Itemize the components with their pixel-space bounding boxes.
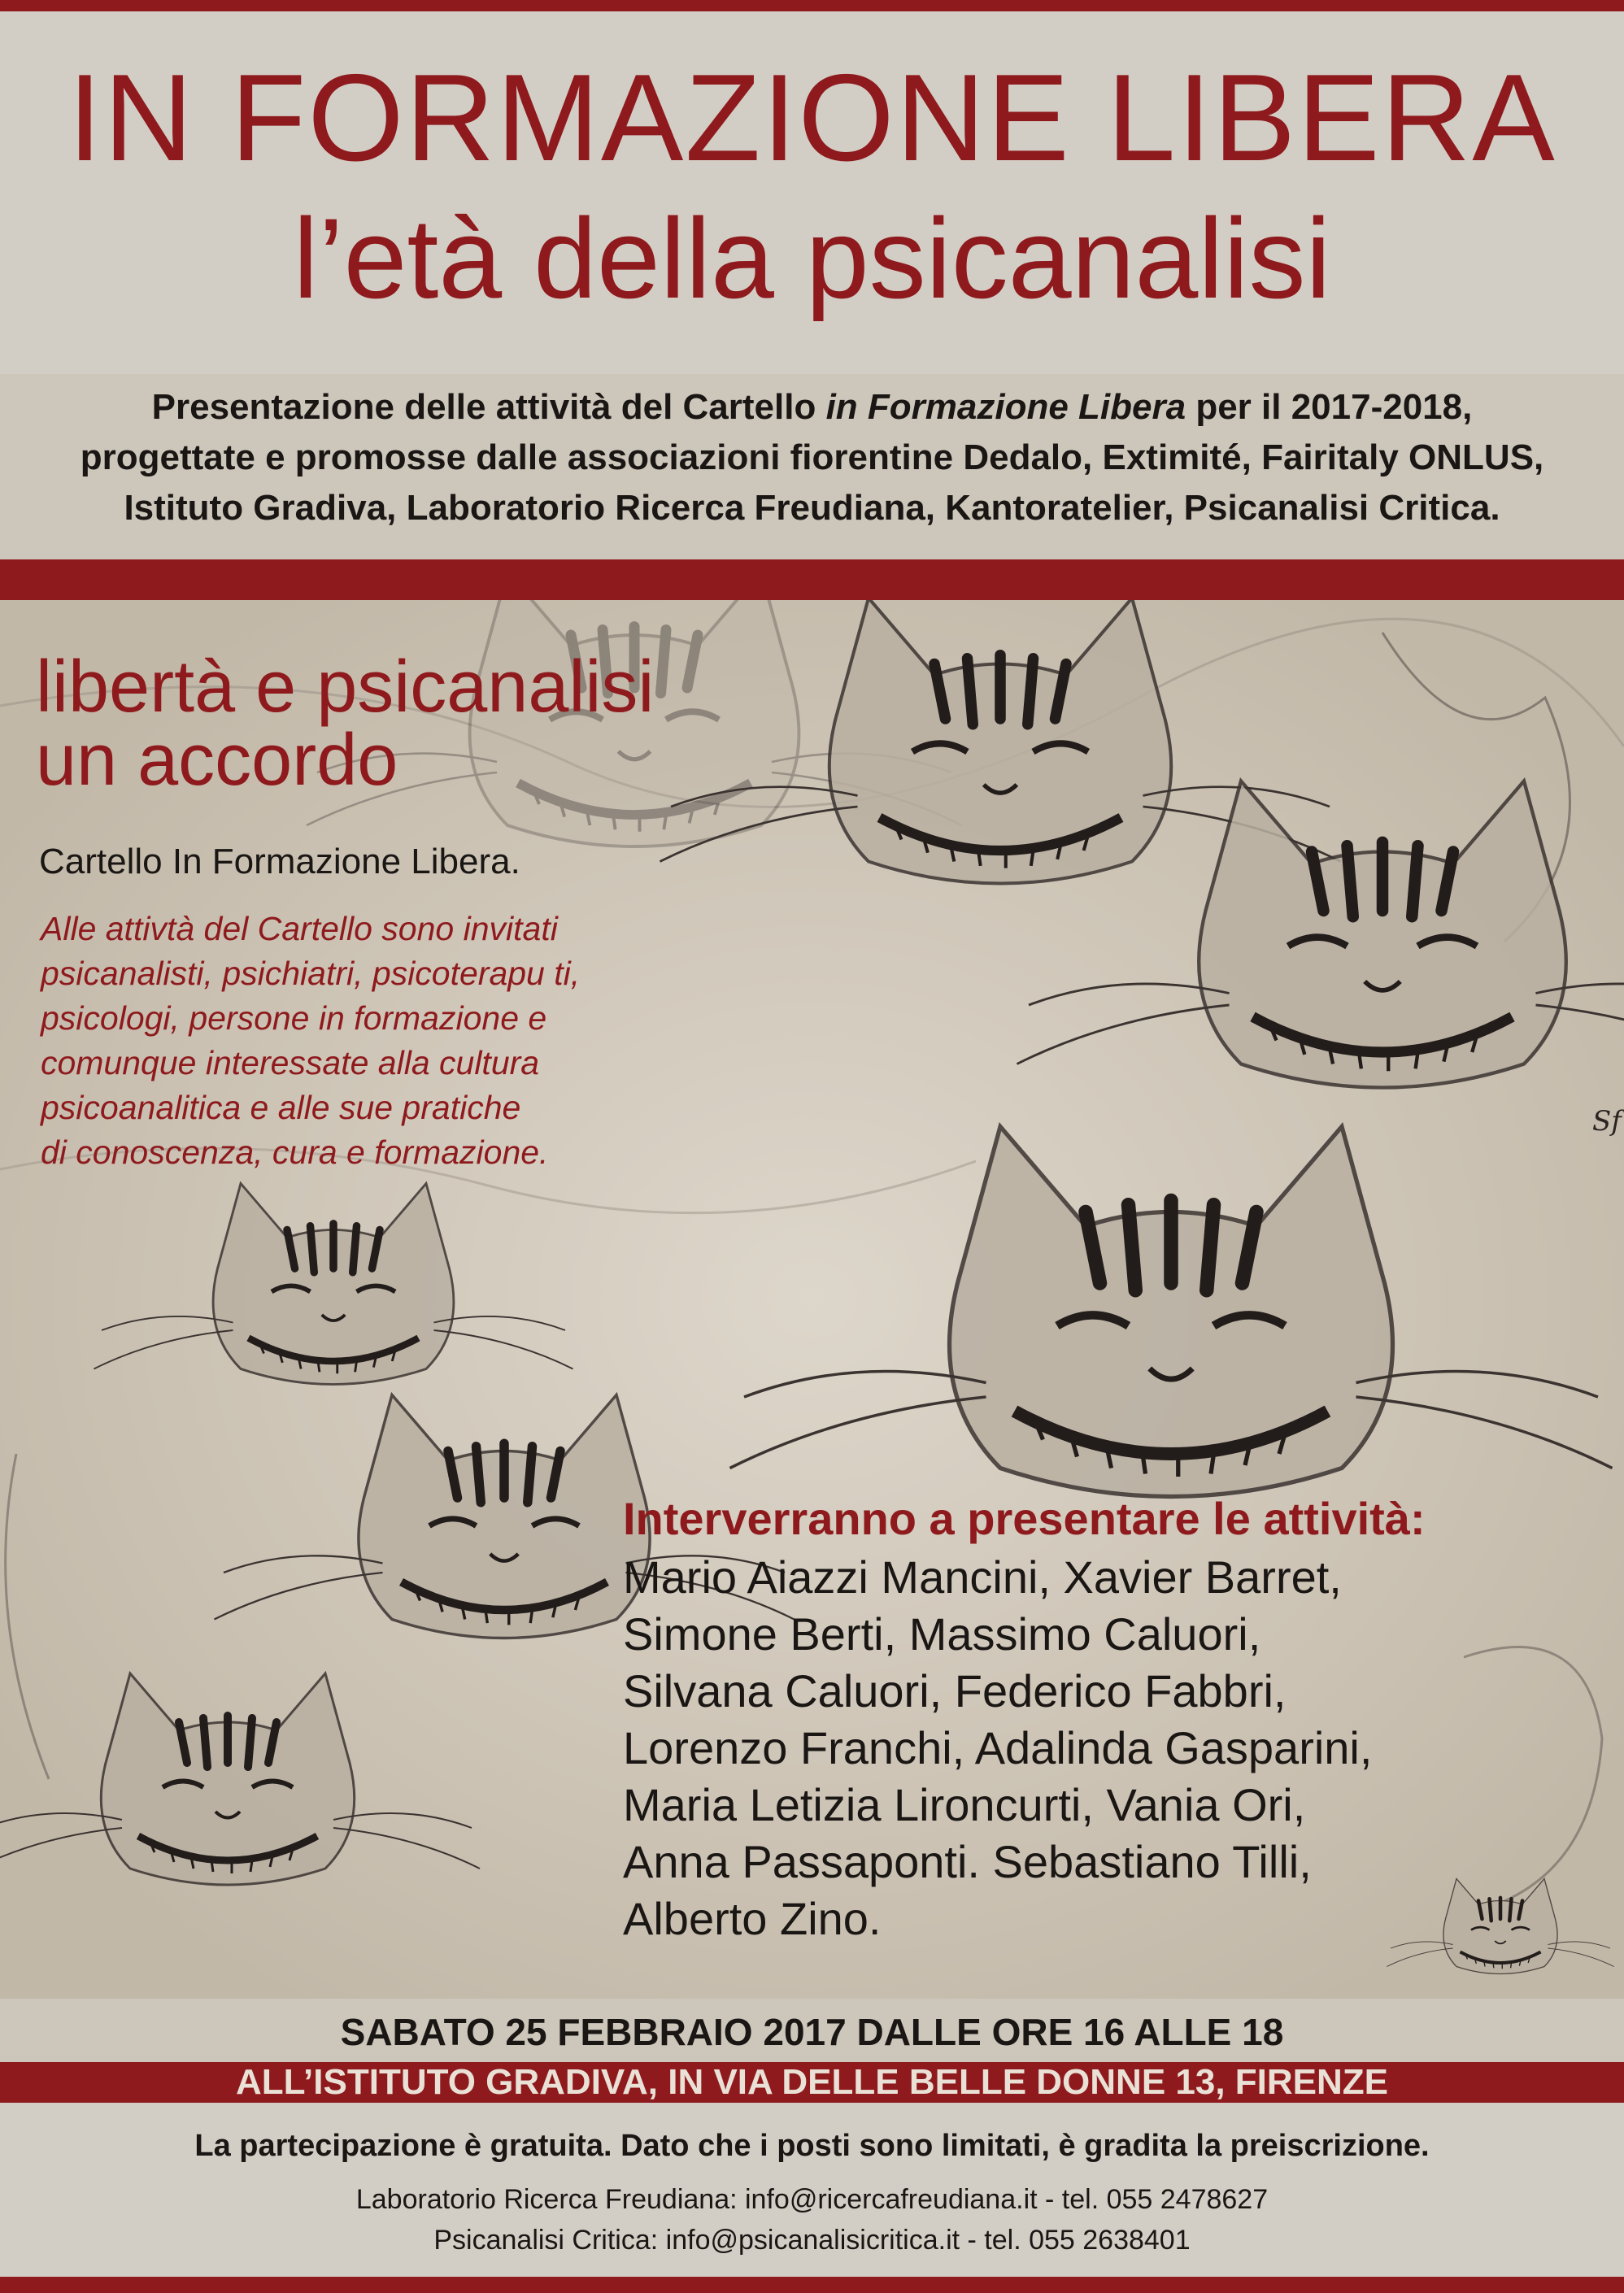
- event-date: SABATO 25 FEBBRAIO 2017 DALLE ORE 16 ALLE 18: [340, 2011, 1284, 2053]
- artist-signature: Sf: [1592, 1105, 1622, 1138]
- bottom-bar: [0, 2277, 1624, 2293]
- event-venue: ALL’ISTITUTO GRADIVA, IN VIA DELLE BELLE DONNE 13, FIRENZE: [235, 2062, 1389, 2102]
- intro-line-1: Presentazione delle attività del Cartello in Formazione Libera per il 2017-2018,: [151, 387, 1473, 427]
- divider-band: [0, 559, 1624, 600]
- speaker-line: Simone Berti, Massimo Caluori,: [623, 1608, 1261, 1660]
- contact-ricerca-freudiana: Laboratorio Ricerca Freudiana: info@ricercafreudiana.it - tel. 055 2478627: [355, 2184, 1269, 2215]
- invite-text: Alle attivtà del Cartello sono invitati psicanalisti, psichiatri, psicoterapu ti, psicologi, persone in formazione e comunque interessate alla cultura psicoanalitica e alle sue pratiche di conoscenza, cura e formazione.: [41, 910, 581, 1171]
- contact-psicanalisi-critica: Psicanalisi Critica: info@psicanalisicritica.it - tel. 055 2638401: [433, 2225, 1191, 2256]
- intro-line-3: Istituto Gradiva, Laboratorio Ricerca Freudiana, Kantoratelier, Psicanalisi Critica.: [124, 488, 1500, 528]
- participation-note: La partecipazione è gratuita. Dato che i posti sono limitati, è gradita la preiscrizione.: [194, 2129, 1430, 2163]
- speaker-line: Lorenzo Franchi, Adalinda Gasparini,: [623, 1722, 1373, 1773]
- speakers-list: [623, 1549, 1372, 1947]
- top-bar: [0, 0, 1624, 11]
- speaker-line: Silvana Caluori, Federico Fabbri,: [623, 1665, 1287, 1716]
- cartello-label: Cartello In Formazione Libera.: [39, 842, 520, 881]
- speaker-line: Maria Letizia Lironcurti, Vania Ori,: [623, 1779, 1306, 1830]
- main-subtitle: l’età della psicanalisi: [293, 194, 1331, 322]
- speaker-line: Alberto Zino.: [623, 1893, 882, 1944]
- main-title: IN FORMAZIONE LIBERA: [67, 49, 1557, 187]
- section-title: libertà e psicanalisi un accordo: [36, 646, 655, 801]
- speakers-title: Interverranno a presentare le attività:: [623, 1493, 1426, 1544]
- intro-text: [0, 382, 1624, 533]
- intro-line-2: progettate e promosse dalle associazioni fiorentine Dedalo, Extimité, Fairitaly ONLUS,: [80, 437, 1544, 477]
- speaker-line: Mario Aiazzi Mancini, Xavier Barret,: [623, 1551, 1342, 1603]
- speaker-line: Anna Passaponti. Sebastiano Tilli,: [623, 1836, 1312, 1887]
